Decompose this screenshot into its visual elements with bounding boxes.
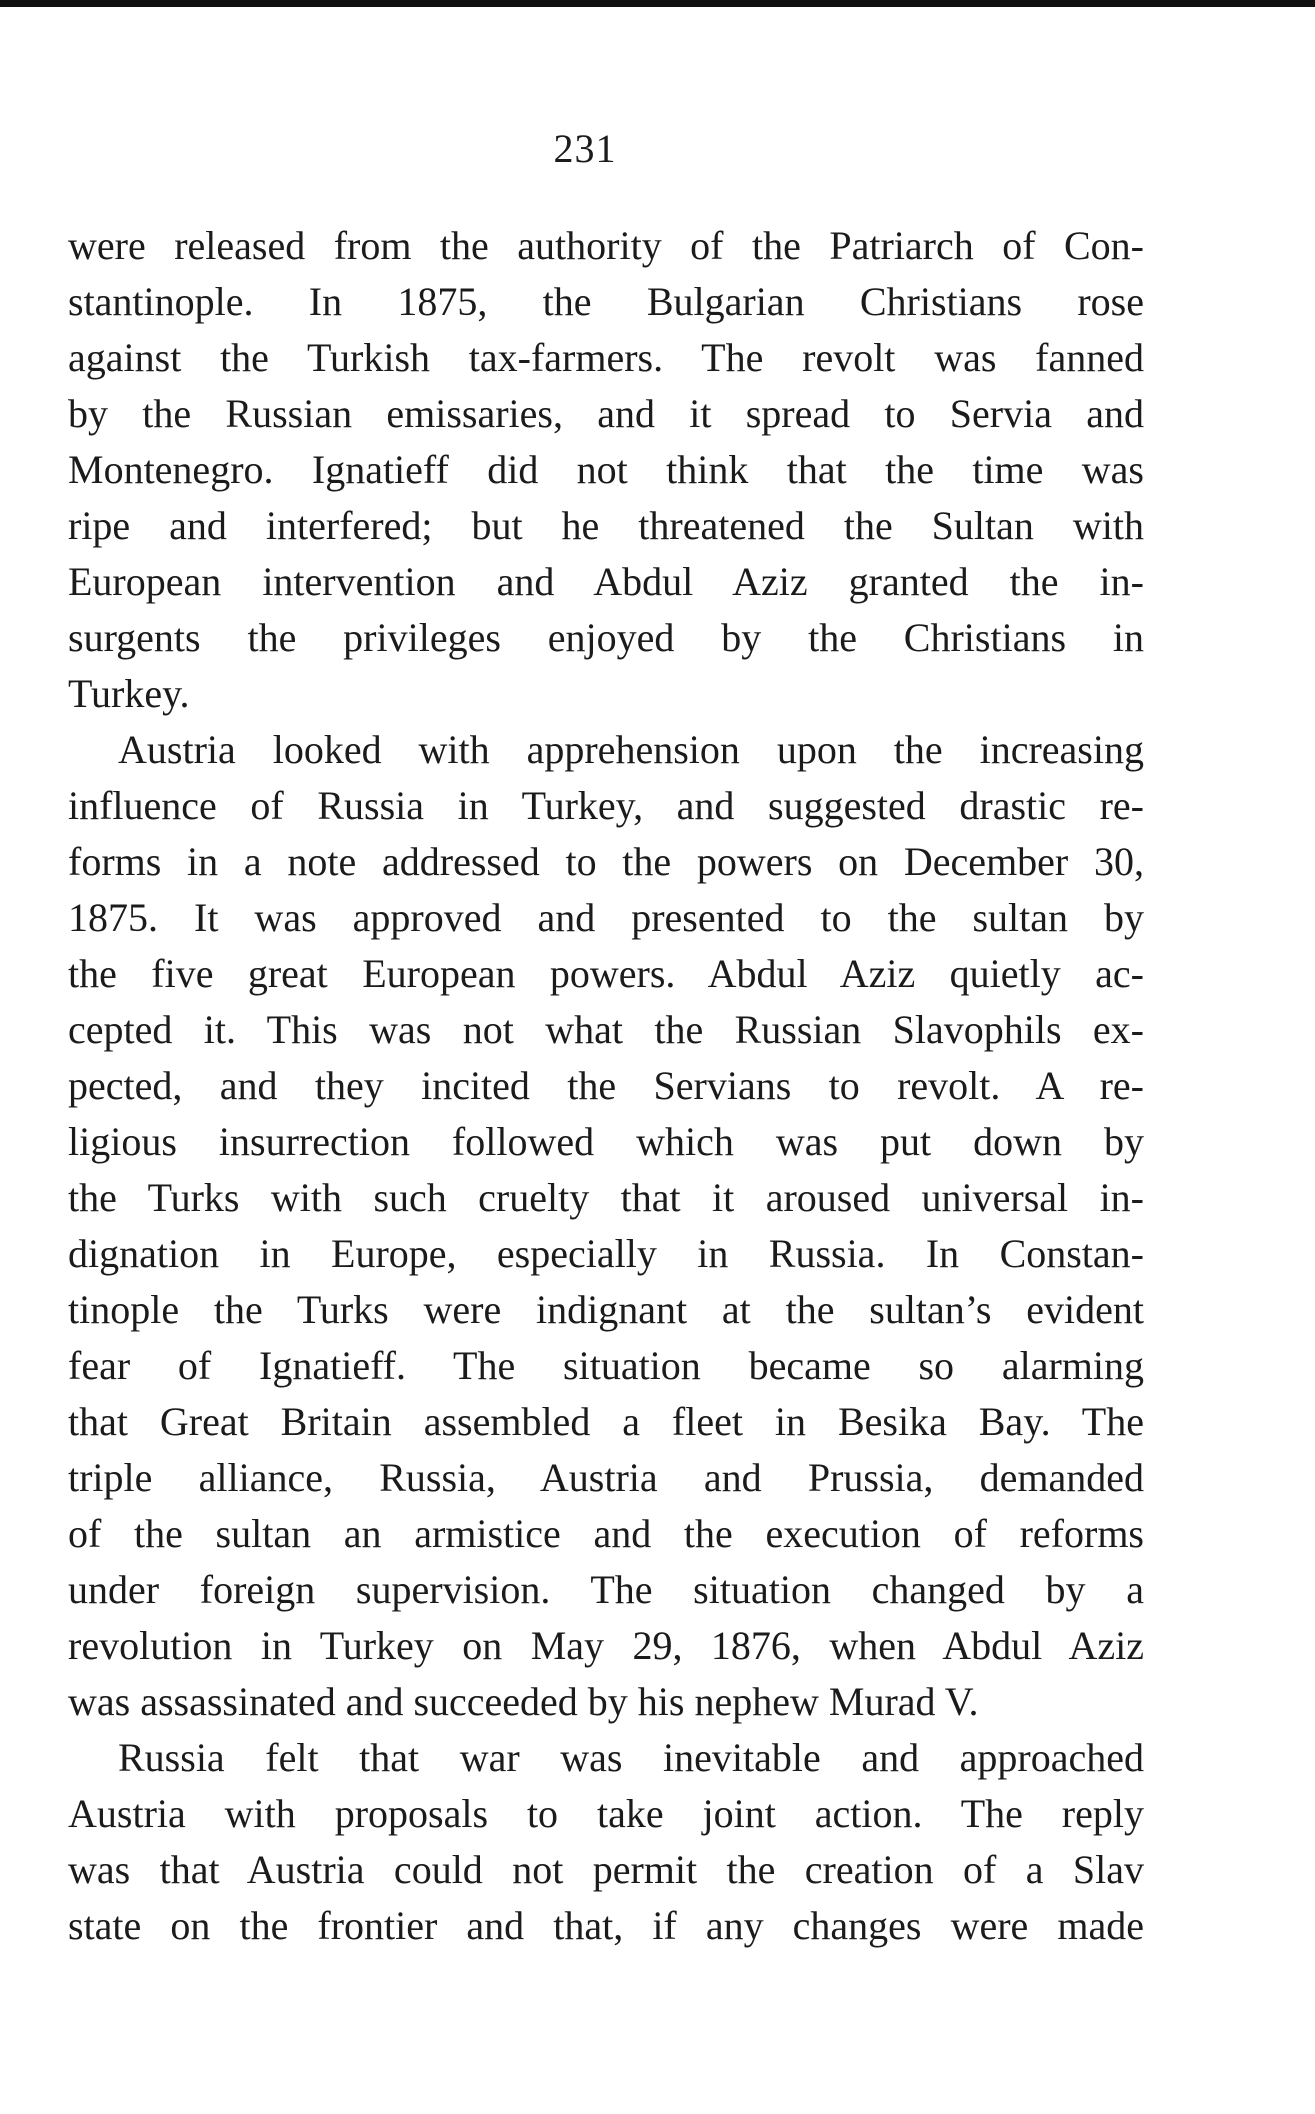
- text-line: Austria looked with apprehension upon the increasing: [118, 727, 1144, 772]
- text-line: state on the frontier and that, if any changes were made: [68, 1903, 1144, 1948]
- text-line: dignation in Europe, especially in Russia. In Constan-: [68, 1231, 1144, 1276]
- paragraph: [68, 1730, 1144, 1954]
- text-line: the Turks with such cruelty that it aroused universal in-: [68, 1175, 1144, 1220]
- text-line: was assassinated and succeeded by his nephew Murad V.: [68, 1679, 979, 1724]
- text-line: of the sultan an armistice and the execution of reforms: [68, 1511, 1144, 1556]
- text-line: cepted it. This was not what the Russian Slavophils ex-: [68, 1007, 1144, 1052]
- text-line: Russia felt that war was inevitable and approached: [118, 1735, 1144, 1780]
- paragraph: [68, 218, 1144, 722]
- paragraph: [68, 722, 1144, 1730]
- text-line: that Great Britain assembled a fleet in Besika Bay. The: [68, 1399, 1144, 1444]
- text-line: against the Turkish tax-farmers. The revolt was fanned: [68, 335, 1144, 380]
- text-line: ripe and interfered; but he threatened the Sultan with: [68, 503, 1144, 548]
- text-line: Austria with proposals to take joint action. The reply: [68, 1791, 1144, 1836]
- text-line: Montenegro. Ignatieff did not think that the time was: [68, 447, 1144, 492]
- text-line: forms in a note addressed to the powers on December 30,: [68, 839, 1144, 884]
- text-line: were released from the authority of the Patriarch of Con-: [68, 223, 1144, 268]
- text-line: pected, and they incited the Servians to revolt. A re-: [68, 1063, 1144, 1108]
- text-line: 1875. It was approved and presented to the sultan by: [68, 895, 1144, 940]
- text-line: European intervention and Abdul Aziz granted the in-: [68, 559, 1144, 604]
- page-number: 231: [553, 126, 617, 171]
- text-line: stantinople. In 1875, the Bulgarian Christians rose: [68, 279, 1144, 324]
- text-line: under foreign supervision. The situation changed by a: [68, 1567, 1144, 1612]
- text-line: by the Russian emissaries, and it spread to Servia and: [68, 391, 1144, 436]
- text-line: surgents the privileges enjoyed by the Christians in: [68, 615, 1144, 660]
- text-line: Turkey.: [68, 671, 190, 716]
- body-text: [68, 218, 1144, 1954]
- text-line: triple alliance, Russia, Austria and Prussia, demanded: [68, 1455, 1144, 1500]
- text-line: was that Austria could not permit the creation of a Slav: [68, 1847, 1144, 1892]
- text-line: ligious insurrection followed which was put down by: [68, 1119, 1144, 1164]
- text-line: revolution in Turkey on May 29, 1876, when Abdul Aziz: [68, 1623, 1144, 1668]
- text-line: tinople the Turks were indignant at the sultan’s evident: [68, 1287, 1144, 1332]
- text-line: fear of Ignatieff. The situation became so alarming: [68, 1343, 1144, 1388]
- top-border-rule: [0, 0, 1315, 7]
- text-line: the five great European powers. Abdul Aziz quietly ac-: [68, 951, 1144, 996]
- text-line: influence of Russia in Turkey, and suggested drastic re-: [68, 783, 1144, 828]
